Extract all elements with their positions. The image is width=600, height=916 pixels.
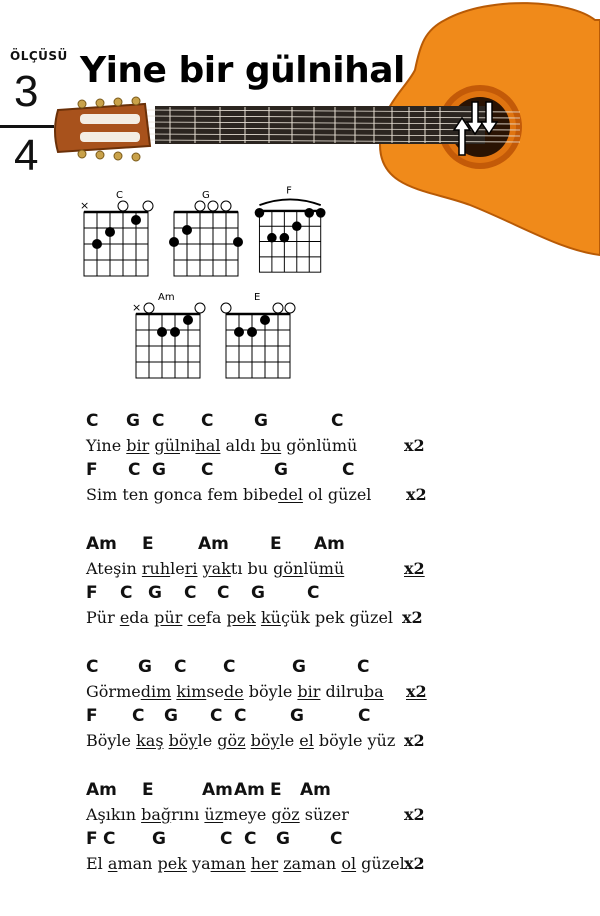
chord-line: F C G C C G C [86,706,371,726]
chord-line: F C G C C G C [86,829,343,849]
repeat-marker: x2 [406,484,427,504]
lyric-line: Aşıkın bağrını üzmeye göz süzer x2 [86,804,425,824]
time-signature-label: ÖLÇÜSÜ [10,49,68,63]
chord-diagram-e [220,292,300,382]
chord-label-e: E [254,292,261,303]
time-signature-numerator: 3 [14,67,39,116]
repeat-marker: x2 [402,607,423,627]
chord-label-f: F [286,185,292,197]
repeat-marker: x2 [404,435,425,455]
time-signature-denominator: 4 [14,131,39,180]
chord-diagram-f [252,186,332,276]
chord-line: Am E Am E Am [86,534,345,554]
repeat-marker: x2 [406,681,427,701]
chord-label-am: Am [158,292,175,303]
chord-diagram-am [130,292,210,382]
chord-line: F C G C C G C [86,583,320,603]
chord-line: Am E Am Am E Am [86,780,331,800]
chord-diagram-g [168,190,248,280]
chord-label-g: G [202,190,210,201]
lyric-line: Görmedim kimsede böyle bir dilruba x2 [86,681,427,701]
song-sheet [86,408,586,875]
svg-text:×: × [132,301,142,314]
lyric-line: Böyle kaş böyle göz böyle el böyle yüz x2 [86,730,425,750]
svg-text:×: × [80,199,90,212]
chord-label-c: C [116,190,123,201]
song-title: Yine bir gülnihal [80,50,405,91]
repeat-marker: x2 [404,558,425,578]
lyric-line: El aman pek yaman her zaman ol güzel x2 [86,853,425,873]
lyric-line: Sim ten gonca fem bibedel ol güzel x2 [86,484,427,504]
chord-line: C G C C G C [86,411,344,431]
lyric-line: Ateşin ruhleri yaktı bu gönlümü x2 [86,558,425,578]
lyric-line: Yine bir gülnihal aldı bu gönlümü x2 [86,435,425,455]
chord-line: C G C C G C [86,657,370,677]
time-signature-divider [0,125,54,128]
repeat-marker: x2 [404,730,425,750]
repeat-marker: x2 [404,853,425,873]
chord-line: F C G C G C [86,460,355,480]
chord-diagram-c [78,190,158,280]
lyric-line: Pür eda pür cefa pek küçük pek güzel x2 [86,607,423,627]
repeat-marker: x2 [404,804,425,824]
